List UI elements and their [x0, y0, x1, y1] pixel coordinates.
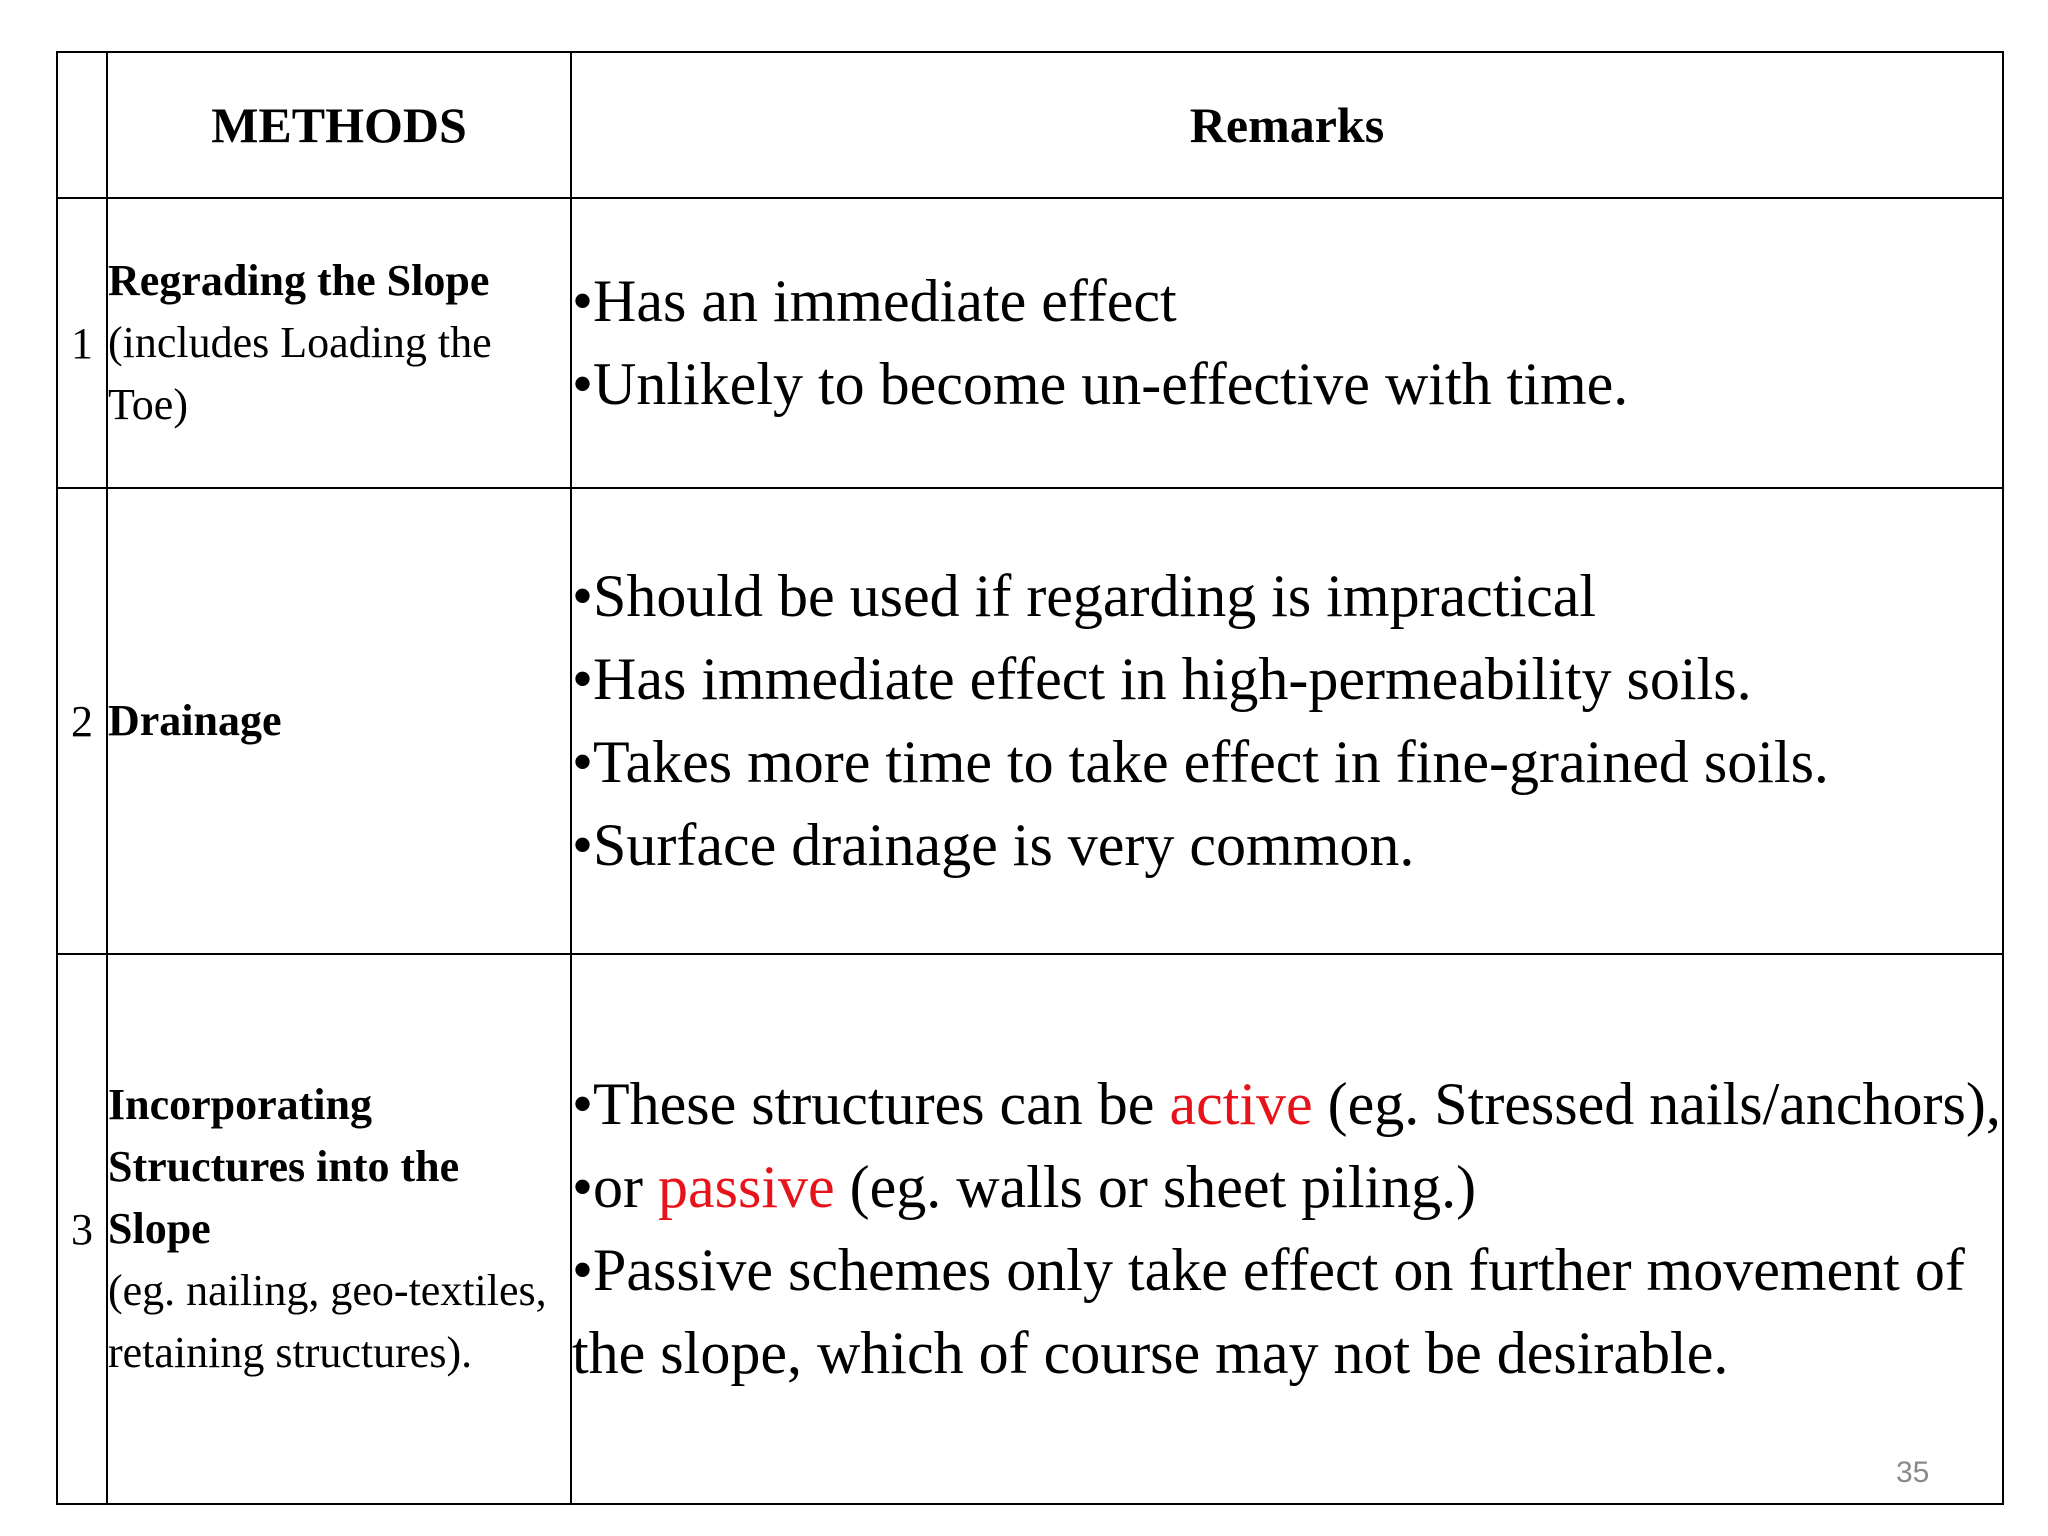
row-number: 1 [57, 198, 107, 488]
remark-text: Surface drainage is very common. [593, 812, 1415, 878]
row-number: 2 [57, 488, 107, 954]
method-note: (eg. nailing, geo-textiles, retaining structures). [108, 1266, 547, 1377]
remark-text: These structures can be [593, 1071, 1170, 1137]
remark-item [572, 260, 2002, 343]
remark-item [572, 804, 2002, 887]
highlight-passive: passive [658, 1154, 835, 1220]
remark-item [572, 721, 2002, 804]
methods-table [56, 51, 2004, 1505]
bullet-icon: • [572, 1154, 594, 1220]
highlight-active: active [1169, 1071, 1313, 1137]
bullet-icon: • [572, 563, 594, 629]
remark-text: (eg. walls or sheet piling.) [834, 1154, 1477, 1220]
table-row [57, 954, 2003, 1504]
table-header-row [57, 52, 2003, 198]
table-row [57, 198, 2003, 488]
remark-item [572, 1229, 2002, 1395]
method-cell [107, 198, 571, 488]
bullet-icon: • [572, 729, 594, 795]
remark-text: Has an immediate effect [593, 268, 1177, 334]
remark-text: Passive schemes only take effect on further movement of the slope, which of course may not be desirable. [572, 1237, 1965, 1386]
row-number: 3 [57, 954, 107, 1504]
header-remarks-cell: Remarks [571, 52, 2003, 198]
remarks-cell [571, 488, 2003, 954]
bullet-icon: • [572, 812, 594, 878]
remark-text: Takes more time to take effect in fine-grained soils. [593, 729, 1829, 795]
remark-item [572, 1063, 2002, 1146]
remark-text: or [593, 1154, 658, 1220]
remark-text: Unlikely to become un-effective with time. [593, 351, 1629, 417]
bullet-icon: • [572, 1071, 594, 1137]
method-note: (includes Loading the Toe) [108, 318, 492, 429]
table-row [57, 488, 2003, 954]
remarks-cell [571, 198, 2003, 488]
method-title: Drainage [108, 696, 282, 745]
header-methods-cell: METHODS [107, 52, 571, 198]
method-title: Regrading the Slope [108, 256, 490, 305]
method-title: Incorporating Structures into the Slope [108, 1080, 460, 1253]
page-number: 35 [1896, 1456, 1930, 1489]
bullet-icon: • [572, 268, 594, 334]
remark-item [572, 1146, 2002, 1229]
method-cell [107, 488, 571, 954]
method-cell [107, 954, 571, 1504]
remark-text: Has immediate effect in high-permeability soils. [593, 646, 1752, 712]
remark-item [572, 638, 2002, 721]
remark-text: Should be used if regarding is impractical [593, 563, 1597, 629]
bullet-icon: • [572, 646, 594, 712]
remarks-cell [571, 954, 2003, 1504]
remark-item [572, 343, 2002, 426]
bullet-icon: • [572, 1237, 594, 1303]
bullet-icon: • [572, 351, 594, 417]
remark-item [572, 555, 2002, 638]
header-number-cell [57, 52, 107, 198]
remark-text: (eg. Stressed nails/anchors), [1312, 1071, 2001, 1137]
